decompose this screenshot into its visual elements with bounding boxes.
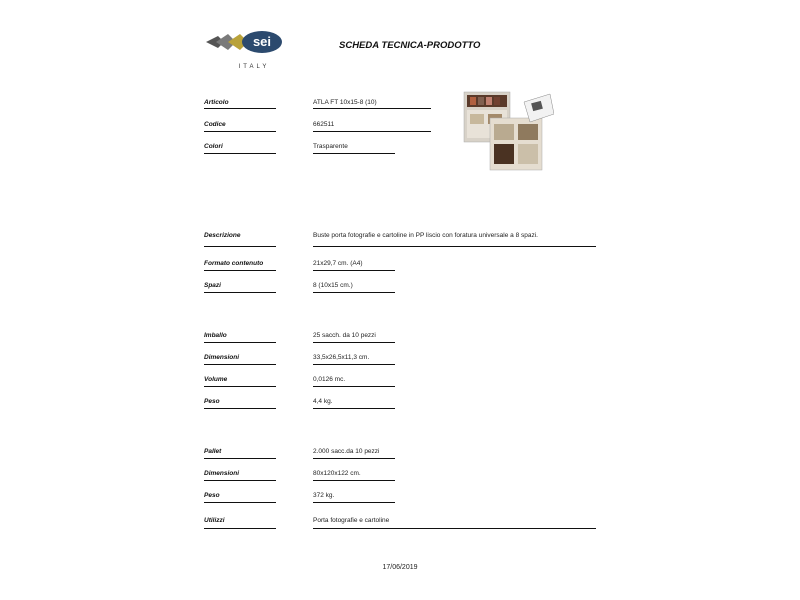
field-label: Imballo bbox=[204, 332, 227, 339]
field-label: Pallet bbox=[204, 448, 222, 455]
field-label: Spazi bbox=[204, 282, 221, 289]
field-label: Descrizione bbox=[204, 232, 241, 239]
label-underline bbox=[204, 528, 276, 529]
logo-brand-text: sei bbox=[252, 34, 272, 49]
value-underline bbox=[313, 153, 395, 154]
value-underline bbox=[313, 502, 395, 503]
field-label: Colori bbox=[204, 143, 223, 150]
field-label: Peso bbox=[204, 398, 220, 405]
value-underline bbox=[313, 342, 395, 343]
value-underline bbox=[313, 108, 431, 109]
value-underline bbox=[313, 528, 596, 529]
field-value: Trasparente bbox=[313, 143, 348, 150]
field-label: Formato contenuto bbox=[204, 260, 264, 267]
field-label: Dimensioni bbox=[204, 470, 240, 477]
field-value: 8 (10x15 cm.) bbox=[313, 282, 353, 289]
value-underline bbox=[313, 386, 395, 387]
value-underline bbox=[313, 292, 395, 293]
label-underline bbox=[204, 270, 276, 271]
label-underline bbox=[204, 153, 276, 154]
label-underline bbox=[204, 108, 276, 109]
field-value: 80x120x122 cm. bbox=[313, 470, 361, 477]
label-underline bbox=[204, 246, 276, 247]
value-underline bbox=[313, 131, 431, 132]
field-value: Buste porta fotografie e cartoline in PP liscio con foratura universale a 8 spazi. bbox=[313, 232, 538, 239]
page-title: SCHEDA TECNICA-PRODOTTO bbox=[339, 40, 481, 51]
label-underline bbox=[204, 342, 276, 343]
field-value: 4,4 kg. bbox=[313, 398, 333, 405]
field-value: 662511 bbox=[313, 121, 335, 128]
label-underline bbox=[204, 458, 276, 459]
label-underline bbox=[204, 408, 276, 409]
product-photo bbox=[462, 90, 554, 172]
value-underline bbox=[313, 458, 395, 459]
label-underline bbox=[204, 292, 276, 293]
field-value: 0,0126 mc. bbox=[313, 376, 346, 383]
label-underline bbox=[204, 386, 276, 387]
field-value: 372 kg. bbox=[313, 492, 335, 499]
field-value: 33,5x26,5x11,3 cm. bbox=[313, 354, 370, 361]
value-underline bbox=[313, 480, 395, 481]
field-value: Porta fotografie e cartoline bbox=[313, 517, 390, 524]
field-label: Codice bbox=[204, 121, 226, 128]
label-underline bbox=[204, 480, 276, 481]
field-value: 21x29,7 cm. (A4) bbox=[313, 260, 363, 267]
field-label: Dimensioni bbox=[204, 354, 240, 361]
footer-date: 17/06/2019 bbox=[382, 564, 418, 571]
value-underline bbox=[313, 408, 395, 409]
sei-italy-logo bbox=[204, 28, 284, 74]
value-underline bbox=[313, 270, 395, 271]
value-underline bbox=[313, 364, 395, 365]
value-underline bbox=[313, 246, 596, 247]
field-label: Peso bbox=[204, 492, 220, 499]
label-underline bbox=[204, 502, 276, 503]
label-underline bbox=[204, 364, 276, 365]
field-label: Utilizzi bbox=[204, 517, 225, 524]
logo-subtext: ITALY bbox=[238, 64, 270, 70]
field-value: 2.000 sacc.da 10 pezzi bbox=[313, 448, 380, 455]
field-label: Articolo bbox=[204, 99, 229, 106]
field-value: ATLA FT 10x15-8 (10) bbox=[313, 99, 377, 106]
field-label: Volume bbox=[204, 376, 228, 383]
field-value: 25 sacch. da 10 pezzi bbox=[313, 332, 376, 339]
label-underline bbox=[204, 131, 276, 132]
